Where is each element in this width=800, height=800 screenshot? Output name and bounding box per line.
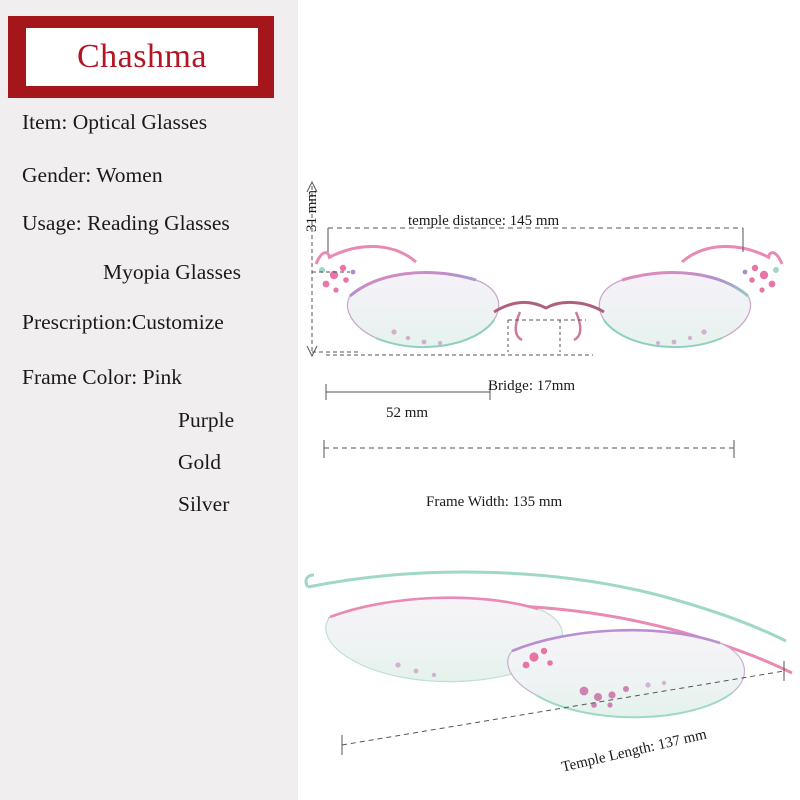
glasses-side-view [298,545,800,785]
spec-item-usage: Usage: Reading Glasses [22,211,230,235]
specification-panel [0,0,298,800]
spec-item-prescription: Prescription:Customize [22,310,224,334]
front-dimension-lines [298,0,800,560]
frame-width-label: Frame Width: 135 mm [426,494,563,510]
lens-height-label: 31 mm [304,189,320,232]
spec-item-usage-myopia: Myopia Glasses [103,260,241,284]
temple-length-label: Temple Length: 137 mm [560,726,709,776]
lens-width-label: 52 mm [386,405,429,421]
brand-logo-text: Chashma [76,38,208,75]
spec-item-color-gold: Gold [178,450,221,474]
temple-distance-label: temple distance: 145 mm [408,213,560,229]
diagram-panel [298,0,800,800]
spec-item-item: Item: Optical Glasses [22,110,208,134]
spec-item-gender: Gender: Women [22,163,163,187]
bridge-label: Bridge: 17mm [488,378,576,394]
spec-item-color-purple: Purple [178,408,235,432]
brand-logo-inner [26,28,258,86]
spec-item-color-silver: Silver [178,492,230,516]
spec-item-frame-color: Frame Color: Pink [22,365,183,389]
brand-logo-box [8,16,274,98]
